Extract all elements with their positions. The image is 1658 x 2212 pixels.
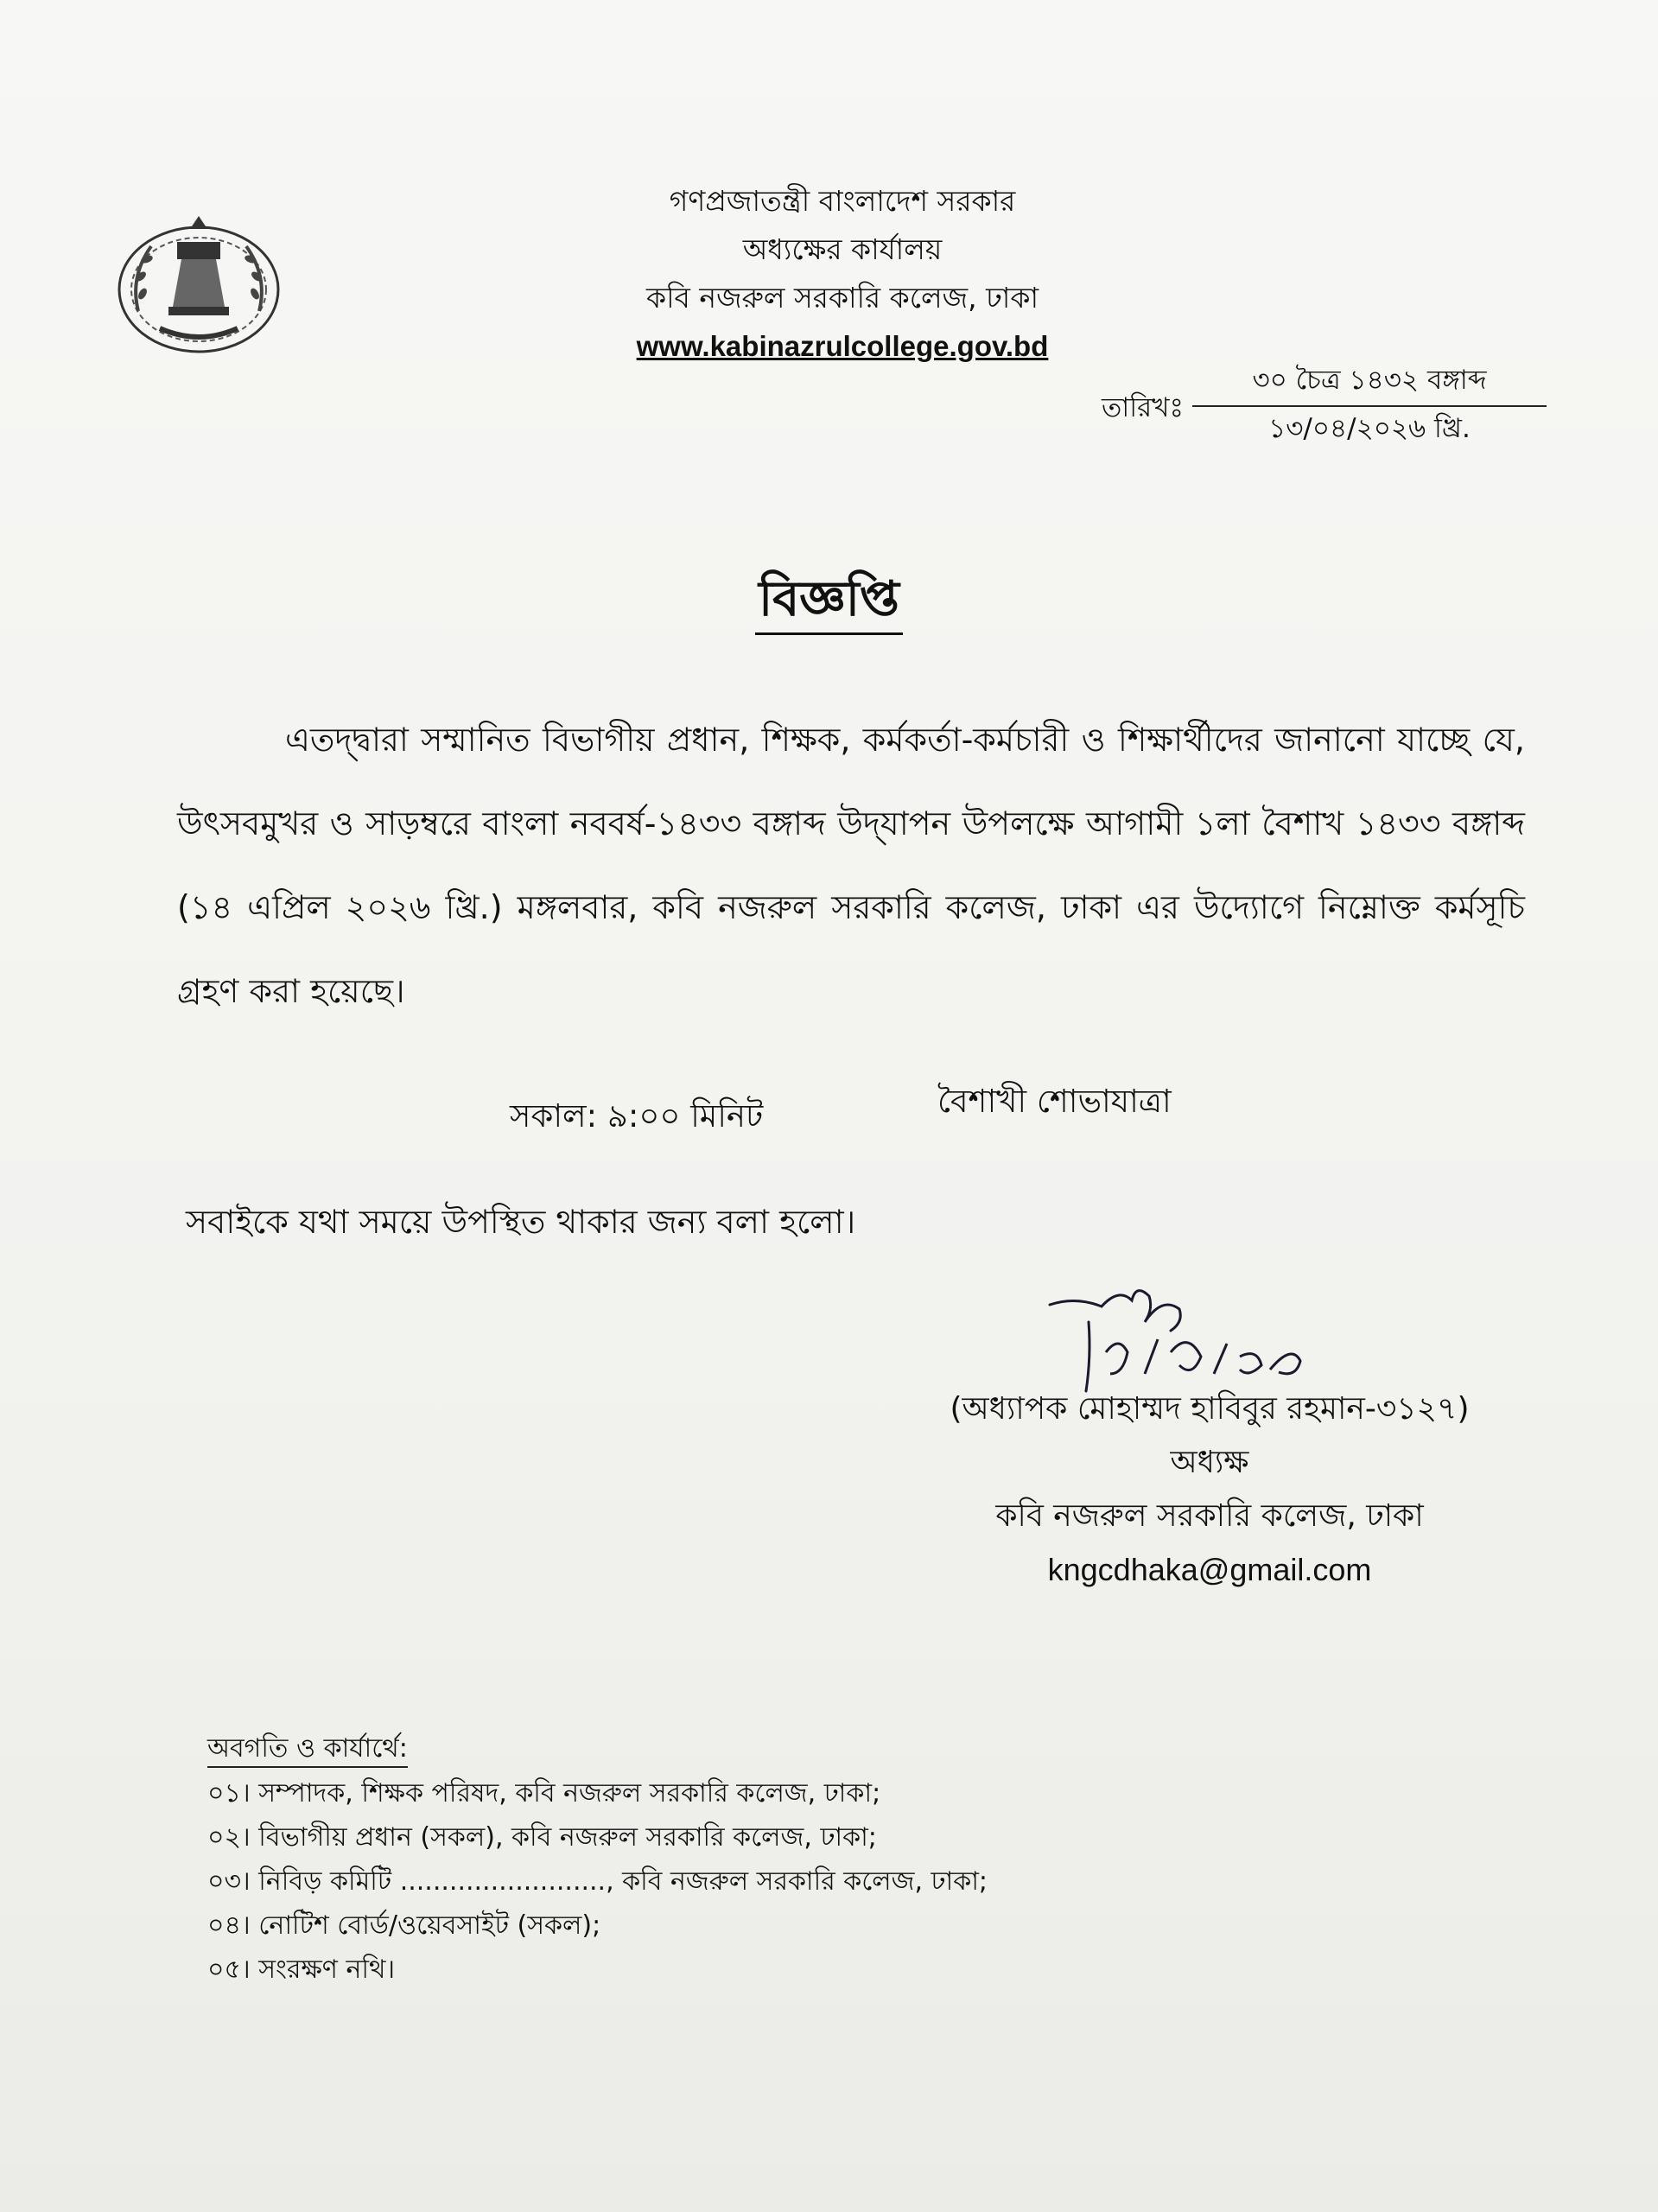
notice-title bbox=[0, 562, 1658, 643]
distribution-heading: অবগতি ও কার্যার্থে: bbox=[207, 1732, 408, 1768]
program-time: সকাল: ৯:০০ মিনিট bbox=[510, 1097, 764, 1135]
website-link[interactable]: www.kabinazrulcollege.gov.bd bbox=[636, 330, 1049, 362]
date-block bbox=[1192, 359, 1547, 450]
government-line: গণপ্রজাতন্ত্রী বাংলাদেশ সরকার bbox=[669, 184, 1016, 218]
closing-line: সবাইকে যথা সময়ে উপস্থিত থাকার জন্য বলা হলো। bbox=[186, 1203, 856, 1241]
program-event: বৈশাখী শোভাযাত্রা bbox=[937, 1083, 1172, 1120]
distribution-item: ০১। সম্পাদক, শিক্ষক পরিষদ, কবি নজরুল সরকারি কলেজ, ঢাকা; bbox=[207, 1778, 881, 1808]
signatory-email[interactable]: kngcdhaka@gmail.com bbox=[1047, 1552, 1372, 1587]
signatory-designation: অধ্যক্ষ bbox=[1170, 1445, 1249, 1480]
distribution-item: ০৫। সংরক্ষণ নথি। bbox=[207, 1955, 396, 1985]
signatory-block bbox=[899, 1382, 1521, 1597]
office-line: অধ্যক্ষের কার্যালয় bbox=[742, 232, 943, 266]
signatory-name: (অধ্যাপক মোহাম্মদ হাবিবুর রহমান-৩১২৭) bbox=[950, 1391, 1470, 1427]
office-header bbox=[518, 177, 1166, 371]
notice-title-text: বিজ্ঞপ্তি bbox=[755, 571, 903, 635]
distribution-list bbox=[207, 1726, 988, 1992]
signature-icon bbox=[1041, 1270, 1318, 1400]
date-gregorian: ১৩/০৪/২০২৬ খ্রি. bbox=[1268, 413, 1471, 444]
date-bangla: ৩০ চৈত্র ১৪৩২ বঙ্গাব্দ bbox=[1192, 359, 1547, 407]
distribution-item: ০৩। নিবিড় কমিটি ........................., কবি নজরুল সরকারি কলেজ, ঢাকা; bbox=[207, 1866, 988, 1897]
college-emblem-icon bbox=[108, 207, 289, 363]
distribution-item: ০৪। নোটিশ বোর্ড/ওয়েবসাইট (সকল); bbox=[207, 1910, 601, 1941]
date-label: তারিখঃ bbox=[1102, 392, 1185, 423]
college-line: কবি নজরুল সরকারি কলেজ, ঢাকা bbox=[645, 281, 1039, 315]
distribution-item: ০২। বিভাগীয় প্রধান (সকল), কবি নজরুল সরকারি কলেজ, ঢাকা; bbox=[207, 1822, 877, 1853]
notice-body: এতদ্দ্বারা সম্মানিত বিভাগীয় প্রধান, শিক্ষক, কর্মকর্তা-কর্মচারী ও শিক্ষার্থীদের জানানো যাচ্ছে যে, উৎসবমুখর ও সাড়ম্বরে বাংলা নববর্ষ-১৪৩৩ বঙ্গাব্দ উদ্‌যাপন উপলক্ষে আগামী ১লা বৈশাখ ১৪৩৩ বঙ্গাব্দ (১৪ এপ্রিল ২০২৬ খ্রি.) মঙ্গলবার, কবি নজরুল সরকারি কলেজ, ঢাকা এর উদ্যোগে নিম্নোক্ত কর্মসূচি গ্রহণ করা হয়েছে। bbox=[177, 721, 1525, 1010]
signatory-institution: কবি নজরুল সরকারি কলেজ, ঢাকা bbox=[995, 1498, 1424, 1534]
